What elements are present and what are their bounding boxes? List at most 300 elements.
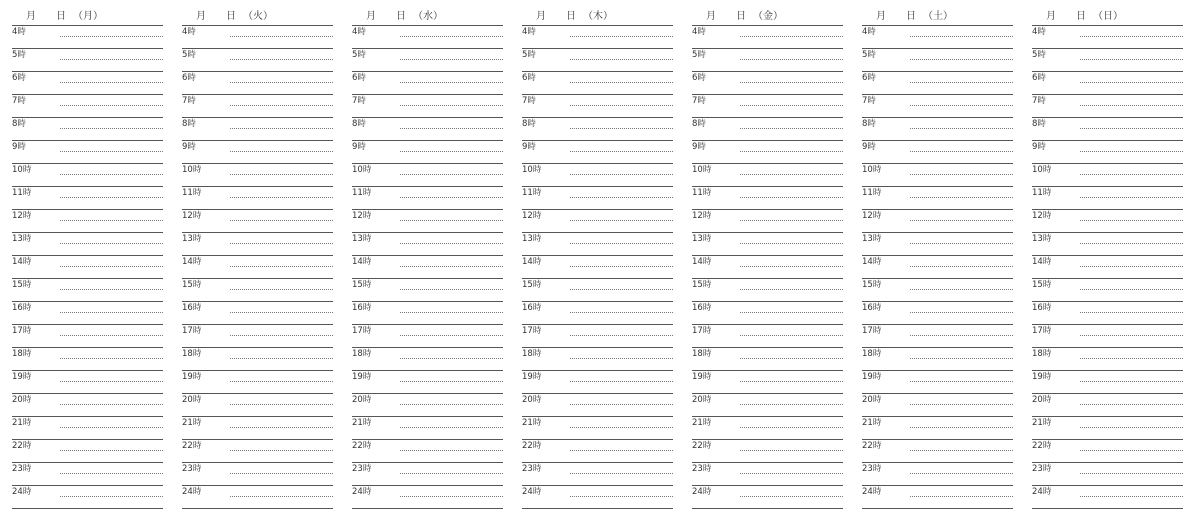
hour-row: [352, 463, 503, 486]
hour-label: 20時: [12, 395, 32, 405]
dotted-writing-line: [60, 197, 163, 198]
dotted-writing-line: [740, 197, 843, 198]
hour-row: [12, 302, 163, 325]
hour-row: [862, 210, 1013, 233]
hour-label: 19時: [352, 372, 372, 382]
hour-row: [862, 463, 1013, 486]
hour-label: 23時: [1032, 464, 1052, 474]
dotted-writing-line: [570, 174, 673, 175]
dotted-writing-line: [740, 427, 843, 428]
hour-label: 10時: [352, 165, 372, 175]
hour-row: [1032, 49, 1183, 72]
dotted-writing-line: [1080, 105, 1183, 106]
hour-label: 8時: [12, 119, 26, 129]
hour-row: [692, 26, 843, 49]
hour-label: 5時: [352, 50, 366, 60]
hour-label: 10時: [12, 165, 32, 175]
dotted-writing-line: [1080, 220, 1183, 221]
hour-row: [692, 118, 843, 141]
hour-row: [352, 118, 503, 141]
hour-label: 12時: [1032, 211, 1052, 221]
hour-label: 20時: [1032, 395, 1052, 405]
hour-label: 17時: [1032, 326, 1052, 336]
hour-row: [862, 141, 1013, 164]
hour-label: 21時: [692, 418, 712, 428]
day-label: 日: [396, 11, 406, 22]
hour-label: 18時: [692, 349, 712, 359]
dotted-writing-line: [740, 473, 843, 474]
hour-label: 5時: [1032, 50, 1046, 60]
hour-row: [522, 417, 673, 440]
hour-row: [1032, 118, 1183, 141]
hour-label: 13時: [862, 234, 882, 244]
dotted-writing-line: [1080, 174, 1183, 175]
dotted-writing-line: [910, 266, 1013, 267]
hour-label: 22時: [522, 441, 542, 451]
dotted-writing-line: [740, 266, 843, 267]
dotted-writing-line: [570, 36, 673, 37]
dotted-writing-line: [400, 427, 503, 428]
hour-row: [12, 256, 163, 279]
hour-label: 17時: [862, 326, 882, 336]
hour-label: 5時: [12, 50, 26, 60]
hour-label: 9時: [862, 142, 876, 152]
hour-row: [522, 371, 673, 394]
hour-row: [182, 72, 333, 95]
hour-row: [522, 233, 673, 256]
hour-label: 17時: [522, 326, 542, 336]
hour-row: [352, 233, 503, 256]
hour-label: 8時: [182, 119, 196, 129]
hour-row: [692, 164, 843, 187]
dotted-writing-line: [60, 381, 163, 382]
hour-label: 17時: [182, 326, 202, 336]
hour-label: 11時: [1032, 188, 1052, 198]
hour-row: [182, 394, 333, 417]
dotted-writing-line: [400, 36, 503, 37]
hour-row: [692, 95, 843, 118]
hour-row: [12, 118, 163, 141]
hour-row: [12, 49, 163, 72]
hour-label: 4時: [182, 27, 196, 37]
dotted-writing-line: [910, 197, 1013, 198]
dotted-writing-line: [1080, 358, 1183, 359]
hour-label: 7時: [522, 96, 536, 106]
hour-label: 6時: [522, 73, 536, 83]
dotted-writing-line: [570, 151, 673, 152]
hour-label: 19時: [1032, 372, 1052, 382]
dotted-writing-line: [570, 128, 673, 129]
dotted-writing-line: [1080, 381, 1183, 382]
hour-row: [12, 348, 163, 371]
hour-row: [522, 118, 673, 141]
hour-row: [692, 394, 843, 417]
dotted-writing-line: [740, 243, 843, 244]
hour-row: [522, 187, 673, 210]
month-label: 月: [196, 11, 206, 22]
hour-row: [862, 486, 1013, 509]
hour-label: 8時: [352, 119, 366, 129]
hour-label: 11時: [182, 188, 202, 198]
dotted-writing-line: [60, 450, 163, 451]
dotted-writing-line: [740, 312, 843, 313]
hour-label: 18時: [522, 349, 542, 359]
dotted-writing-line: [230, 289, 333, 290]
dotted-writing-line: [400, 82, 503, 83]
hour-label: 16時: [522, 303, 542, 313]
dotted-writing-line: [910, 174, 1013, 175]
dotted-writing-line: [400, 450, 503, 451]
hour-row: [182, 141, 333, 164]
dotted-writing-line: [1080, 496, 1183, 497]
dotted-writing-line: [60, 312, 163, 313]
dotted-writing-line: [60, 82, 163, 83]
hour-label: 23時: [522, 464, 542, 474]
hour-label: 14時: [1032, 257, 1052, 267]
hour-label: 23時: [352, 464, 372, 474]
hour-row: [522, 141, 673, 164]
hour-row: [182, 256, 333, 279]
hour-row: [182, 302, 333, 325]
hour-label: 13時: [1032, 234, 1052, 244]
hour-label: 4時: [862, 27, 876, 37]
hour-label: 5時: [862, 50, 876, 60]
dotted-writing-line: [400, 473, 503, 474]
dotted-writing-line: [60, 335, 163, 336]
day-header: [12, 8, 163, 26]
hour-row: [182, 118, 333, 141]
hour-row: [182, 279, 333, 302]
hour-row: [522, 279, 673, 302]
hour-label: 21時: [522, 418, 542, 428]
dotted-writing-line: [230, 220, 333, 221]
dotted-writing-line: [400, 381, 503, 382]
dotted-writing-line: [60, 174, 163, 175]
hour-row: [692, 463, 843, 486]
hour-row: [352, 26, 503, 49]
dotted-writing-line: [740, 381, 843, 382]
month-label: 月: [366, 11, 376, 22]
dotted-writing-line: [1080, 335, 1183, 336]
hour-row: [1032, 486, 1183, 509]
hour-label: 16時: [692, 303, 712, 313]
hour-label: 6時: [12, 73, 26, 83]
dotted-writing-line: [570, 243, 673, 244]
dotted-writing-line: [740, 82, 843, 83]
dotted-writing-line: [60, 404, 163, 405]
weekday-label: （日）: [1093, 11, 1123, 22]
dotted-writing-line: [910, 243, 1013, 244]
hour-row: [182, 440, 333, 463]
hour-label: 10時: [1032, 165, 1052, 175]
hour-row: [692, 486, 843, 509]
hour-row: [862, 118, 1013, 141]
dotted-writing-line: [400, 266, 503, 267]
day-label: 日: [226, 11, 236, 22]
hour-label: 13時: [352, 234, 372, 244]
hour-label: 12時: [182, 211, 202, 221]
hour-label: 15時: [12, 280, 32, 290]
hour-row: [692, 302, 843, 325]
dotted-writing-line: [1080, 59, 1183, 60]
hour-label: 19時: [12, 372, 32, 382]
dotted-writing-line: [60, 59, 163, 60]
hour-label: 21時: [182, 418, 202, 428]
hour-label: 22時: [352, 441, 372, 451]
hour-row: [862, 49, 1013, 72]
hour-label: 12時: [862, 211, 882, 221]
hour-row: [522, 256, 673, 279]
hour-label: 13時: [182, 234, 202, 244]
hour-label: 17時: [12, 326, 32, 336]
dotted-writing-line: [910, 105, 1013, 106]
hour-row: [522, 49, 673, 72]
month-label: 月: [536, 11, 546, 22]
dotted-writing-line: [230, 174, 333, 175]
hour-label: 6時: [182, 73, 196, 83]
hour-label: 7時: [12, 96, 26, 106]
hour-row: [352, 49, 503, 72]
hour-label: 11時: [352, 188, 372, 198]
hour-label: 18時: [862, 349, 882, 359]
hour-label: 10時: [182, 165, 202, 175]
hour-row: [522, 95, 673, 118]
dotted-writing-line: [1080, 243, 1183, 244]
dotted-writing-line: [400, 220, 503, 221]
hour-row: [692, 233, 843, 256]
hour-label: 24時: [1032, 487, 1052, 497]
hour-row: [1032, 210, 1183, 233]
hour-row: [862, 72, 1013, 95]
dotted-writing-line: [400, 151, 503, 152]
dotted-writing-line: [740, 496, 843, 497]
hour-row: [182, 49, 333, 72]
hour-row: [1032, 371, 1183, 394]
hour-label: 20時: [352, 395, 372, 405]
hour-label: 9時: [1032, 142, 1046, 152]
hour-label: 22時: [692, 441, 712, 451]
hour-row: [1032, 348, 1183, 371]
hour-row: [352, 164, 503, 187]
hour-row: [12, 325, 163, 348]
dotted-writing-line: [910, 473, 1013, 474]
hour-label: 18時: [182, 349, 202, 359]
hour-label: 4時: [12, 27, 26, 37]
hour-row: [352, 141, 503, 164]
hour-row: [182, 463, 333, 486]
dotted-writing-line: [230, 496, 333, 497]
hour-label: 21時: [862, 418, 882, 428]
dotted-writing-line: [1080, 427, 1183, 428]
dotted-writing-line: [1080, 266, 1183, 267]
hour-row: [182, 325, 333, 348]
dotted-writing-line: [570, 335, 673, 336]
dotted-writing-line: [910, 450, 1013, 451]
hour-row: [692, 348, 843, 371]
hour-label: 19時: [522, 372, 542, 382]
hour-row: [12, 26, 163, 49]
dotted-writing-line: [1080, 36, 1183, 37]
hour-label: 15時: [1032, 280, 1052, 290]
dotted-writing-line: [1080, 473, 1183, 474]
hour-label: 8時: [692, 119, 706, 129]
hour-row: [352, 325, 503, 348]
hour-label: 15時: [352, 280, 372, 290]
dotted-writing-line: [400, 243, 503, 244]
hour-label: 4時: [1032, 27, 1046, 37]
dotted-writing-line: [1080, 404, 1183, 405]
hour-row: [862, 279, 1013, 302]
dotted-writing-line: [740, 289, 843, 290]
hour-row: [522, 302, 673, 325]
hour-row: [12, 417, 163, 440]
hour-label: 14時: [12, 257, 32, 267]
hour-row: [692, 141, 843, 164]
day-label: 日: [56, 11, 66, 22]
dotted-writing-line: [60, 151, 163, 152]
hour-label: 7時: [692, 96, 706, 106]
hour-label: 15時: [182, 280, 202, 290]
dotted-writing-line: [910, 496, 1013, 497]
month-label: 月: [876, 11, 886, 22]
dotted-writing-line: [570, 220, 673, 221]
hour-row: [12, 371, 163, 394]
dotted-writing-line: [400, 312, 503, 313]
weekday-label: （金）: [753, 11, 783, 22]
dotted-writing-line: [910, 289, 1013, 290]
hour-row: [352, 210, 503, 233]
hour-row: [692, 440, 843, 463]
hour-label: 4時: [692, 27, 706, 37]
day-label: 日: [1076, 11, 1086, 22]
hour-row: [182, 210, 333, 233]
hour-row: [862, 187, 1013, 210]
dotted-writing-line: [570, 427, 673, 428]
hour-label: 20時: [182, 395, 202, 405]
hour-row: [522, 26, 673, 49]
hour-label: 13時: [692, 234, 712, 244]
hour-label: 8時: [1032, 119, 1046, 129]
hour-row: [1032, 164, 1183, 187]
dotted-writing-line: [1080, 312, 1183, 313]
hour-label: 18時: [12, 349, 32, 359]
dotted-writing-line: [230, 82, 333, 83]
hour-row: [692, 187, 843, 210]
hour-label: 17時: [352, 326, 372, 336]
day-header: [1032, 8, 1183, 26]
hour-row: [1032, 325, 1183, 348]
hour-row: [12, 486, 163, 509]
hour-row: [862, 371, 1013, 394]
hour-row: [352, 256, 503, 279]
dotted-writing-line: [60, 220, 163, 221]
dotted-writing-line: [570, 312, 673, 313]
dotted-writing-line: [60, 496, 163, 497]
dotted-writing-line: [570, 266, 673, 267]
dotted-writing-line: [910, 381, 1013, 382]
hour-row: [352, 417, 503, 440]
hour-label: 7時: [1032, 96, 1046, 106]
hour-label: 20時: [692, 395, 712, 405]
hour-row: [12, 279, 163, 302]
hour-label: 21時: [12, 418, 32, 428]
day-header: [352, 8, 503, 26]
hour-row: [522, 210, 673, 233]
hour-label: 13時: [522, 234, 542, 244]
dotted-writing-line: [60, 473, 163, 474]
hour-label: 11時: [692, 188, 712, 198]
dotted-writing-line: [910, 312, 1013, 313]
hour-label: 6時: [352, 73, 366, 83]
day-label: 日: [566, 11, 576, 22]
hour-row: [1032, 187, 1183, 210]
weekday-label: （水）: [413, 11, 443, 22]
day-column: [352, 8, 503, 508]
hour-row: [862, 417, 1013, 440]
dotted-writing-line: [230, 36, 333, 37]
hour-label: 5時: [692, 50, 706, 60]
hour-row: [862, 233, 1013, 256]
hour-row: [12, 141, 163, 164]
hour-row: [522, 72, 673, 95]
dotted-writing-line: [230, 358, 333, 359]
hour-row: [352, 486, 503, 509]
hour-row: [1032, 26, 1183, 49]
hour-label: 22時: [862, 441, 882, 451]
dotted-writing-line: [60, 36, 163, 37]
hour-row: [862, 256, 1013, 279]
hour-row: [12, 164, 163, 187]
day-column: [1032, 8, 1183, 508]
dotted-writing-line: [740, 358, 843, 359]
hour-label: 24時: [12, 487, 32, 497]
dotted-writing-line: [230, 381, 333, 382]
hour-label: 5時: [522, 50, 536, 60]
dotted-writing-line: [570, 358, 673, 359]
hour-row: [862, 302, 1013, 325]
dotted-writing-line: [910, 404, 1013, 405]
hour-row: [352, 279, 503, 302]
hour-label: 21時: [352, 418, 372, 428]
hour-label: 9時: [692, 142, 706, 152]
weekday-label: （火）: [243, 11, 273, 22]
hour-row: [182, 371, 333, 394]
hour-label: 22時: [182, 441, 202, 451]
day-header: [692, 8, 843, 26]
dotted-writing-line: [230, 473, 333, 474]
dotted-writing-line: [230, 105, 333, 106]
hour-row: [862, 164, 1013, 187]
hour-label: 9時: [182, 142, 196, 152]
dotted-writing-line: [60, 289, 163, 290]
dotted-writing-line: [740, 59, 843, 60]
weekday-label: （月）: [73, 11, 103, 22]
dotted-writing-line: [60, 358, 163, 359]
day-column: [692, 8, 843, 508]
hour-label: 6時: [692, 73, 706, 83]
hour-label: 7時: [182, 96, 196, 106]
hour-row: [12, 95, 163, 118]
month-label: 月: [706, 11, 716, 22]
hour-label: 14時: [692, 257, 712, 267]
hour-row: [1032, 302, 1183, 325]
hour-label: 21時: [1032, 418, 1052, 428]
hour-row: [1032, 279, 1183, 302]
dotted-writing-line: [60, 128, 163, 129]
dotted-writing-line: [1080, 82, 1183, 83]
dotted-writing-line: [230, 151, 333, 152]
hour-label: 20時: [522, 395, 542, 405]
